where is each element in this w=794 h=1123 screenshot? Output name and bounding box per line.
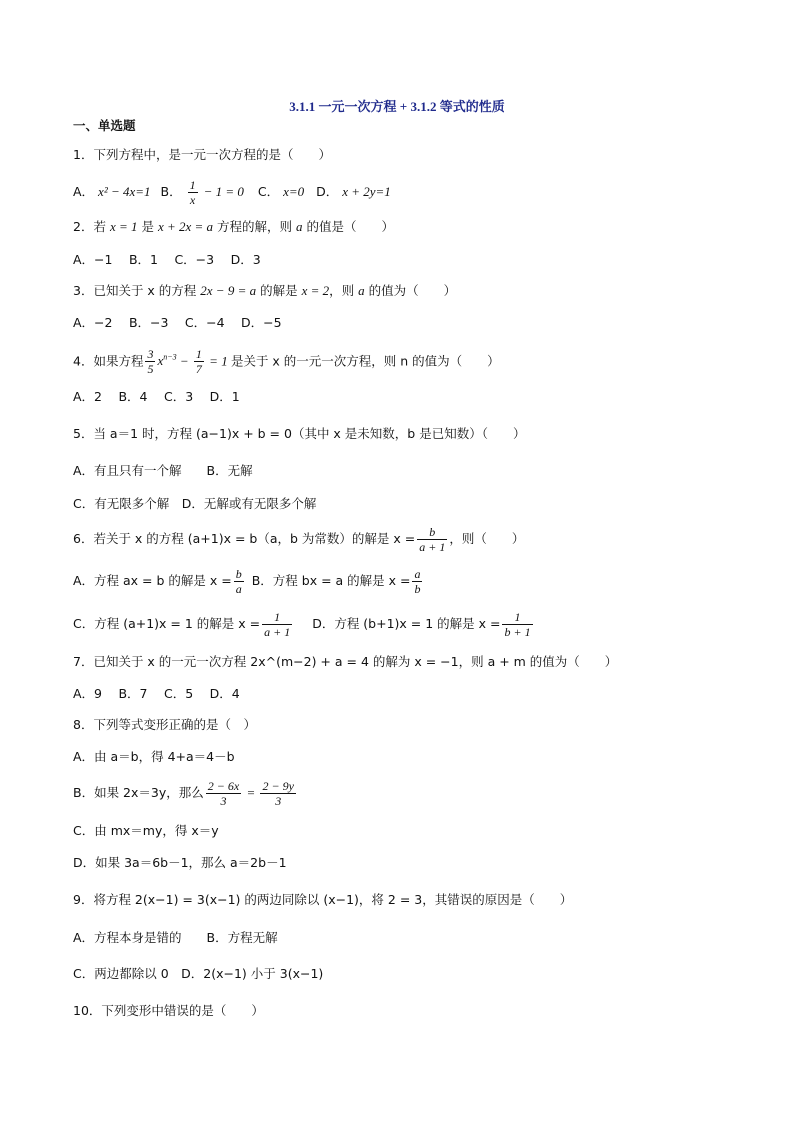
question-3-stem: 3．已知关于 x 的方程 2x − 9 = a 的解是 x = 2，则 a 的值为（ ） (73, 283, 457, 298)
question-2-stem: 2．若 x = 1 是 x + 2x = a 方程的解，则 a 的值是（ ） (73, 219, 394, 234)
fraction-2-minus-6x-over-3: $\frac{2 - 6x}{3}$ (207, 779, 240, 808)
question-5-options-cd: C．有无限多个解 D．无解或有无限多个解 (73, 496, 317, 511)
fraction-1-over-a-plus-1: $\frac{1}{a + 1}$ (264, 610, 291, 639)
question-3-options: A．−2 B．−3 C．−4 D．−5 (73, 315, 282, 330)
question-7-options: A．9 B．7 C．5 D．4 (73, 686, 240, 701)
question-4-stem: 4．如果方程 $\frac{3}{5}$ $x^{n-3}$ − $\frac{1}{7}$ = 1 是关于 x 的一元一次方程，则 n 的值为（ ） (73, 347, 500, 377)
question-4-options: A．2 B．4 C．3 D．1 (73, 389, 240, 404)
question-8-stem: 8．下列等式变形正确的是（ ） (73, 717, 256, 732)
fraction-a-over-b: $\frac{a}{b}$ (414, 567, 421, 596)
section-heading: 一、单选题 (73, 118, 136, 133)
question-9-options-cd: C．两边都除以 0 D．2(x−1) 小于 3(x−1) (73, 966, 324, 981)
question-9-options-ab: A．方程本身是错的 B．方程无解 (73, 930, 278, 945)
page-title: 3.1.1 一元一次方程 + 3.1.2 等式的性质 (289, 99, 505, 114)
fraction-b-over-a-plus-1: $\frac{b}{a + 1}$ (419, 525, 446, 554)
question-2-options: A．−1 B．1 C．−3 D．3 (73, 252, 261, 267)
question-6-options-cd: C．方程 (a+1)x = 1 的解是 x = $\frac{1}{a + 1}$ D．方程 (b+1)x = 1 的解是 x = $\frac{1}{b + 1}$ (73, 610, 531, 639)
question-8-option-c: C．由 mx＝my，得 x＝y (73, 823, 219, 838)
question-5-stem: 5．当 a＝1 时，方程 (a−1)x + b = 0（其中 x 是未知数，b 是已知数）（ ） (73, 426, 526, 441)
question-10-stem: 10．下列变形中错误的是（ ） (73, 1003, 264, 1018)
question-8-option-d: D．如果 3a＝6b－1，那么 a＝2b－1 (73, 855, 287, 870)
question-5-options-ab: A．有且只有一个解 B．无解 (73, 463, 253, 478)
fraction-1-over-7: $\frac{1}{7}$ (195, 347, 202, 377)
question-1-stem: 1．下列方程中，是一元一次方程的是（ ） (73, 147, 331, 162)
question-8-option-a: A．由 a＝b，得 4+a＝4－b (73, 749, 235, 764)
question-1-options: A． x² − 4x=1 B． $\frac{1}{x}$ − 1 = 0 C． x=0 D． x + 2y=1 (73, 178, 391, 207)
fraction-1-over-x: $\frac{1}{x}$ (189, 178, 196, 207)
question-9-stem: 9．将方程 2(x−1) = 3(x−1) 的两边同除以 (x−1)，将 2 = 3，其错误的原因是（ ） (73, 892, 573, 907)
question-7-stem: 7．已知关于 x 的一元一次方程 2x^(m−2) + a = 4 的解为 x = −1，则 a + m 的值为（ ） (73, 654, 618, 669)
question-6-options-ab: A．方程 ax = b 的解是 x = $\frac{b}{a}$ B．方程 bx = a 的解是 x = $\frac{a}{b}$ (73, 567, 421, 596)
fraction-3-over-5: $\frac{3}{5}$ (147, 347, 154, 377)
fraction-b-over-a: $\frac{b}{a}$ (235, 567, 242, 596)
fraction-2-minus-9y-over-3: $\frac{2 - 9y}{3}$ (262, 779, 294, 808)
question-6-stem: 6．若关于 x 的方程 (a+1)x = b（a，b 为常数）的解是 x = $\frac{b}{a + 1}$ ，则（ ） (73, 525, 525, 554)
question-8-option-b: B．如果 2x＝3y，那么 $\frac{2 - 6x}{3}$ = $\frac{2 - 9y}{3}$ (73, 779, 294, 808)
fraction-1-over-b-plus-1: $\frac{1}{b + 1}$ (504, 610, 531, 639)
